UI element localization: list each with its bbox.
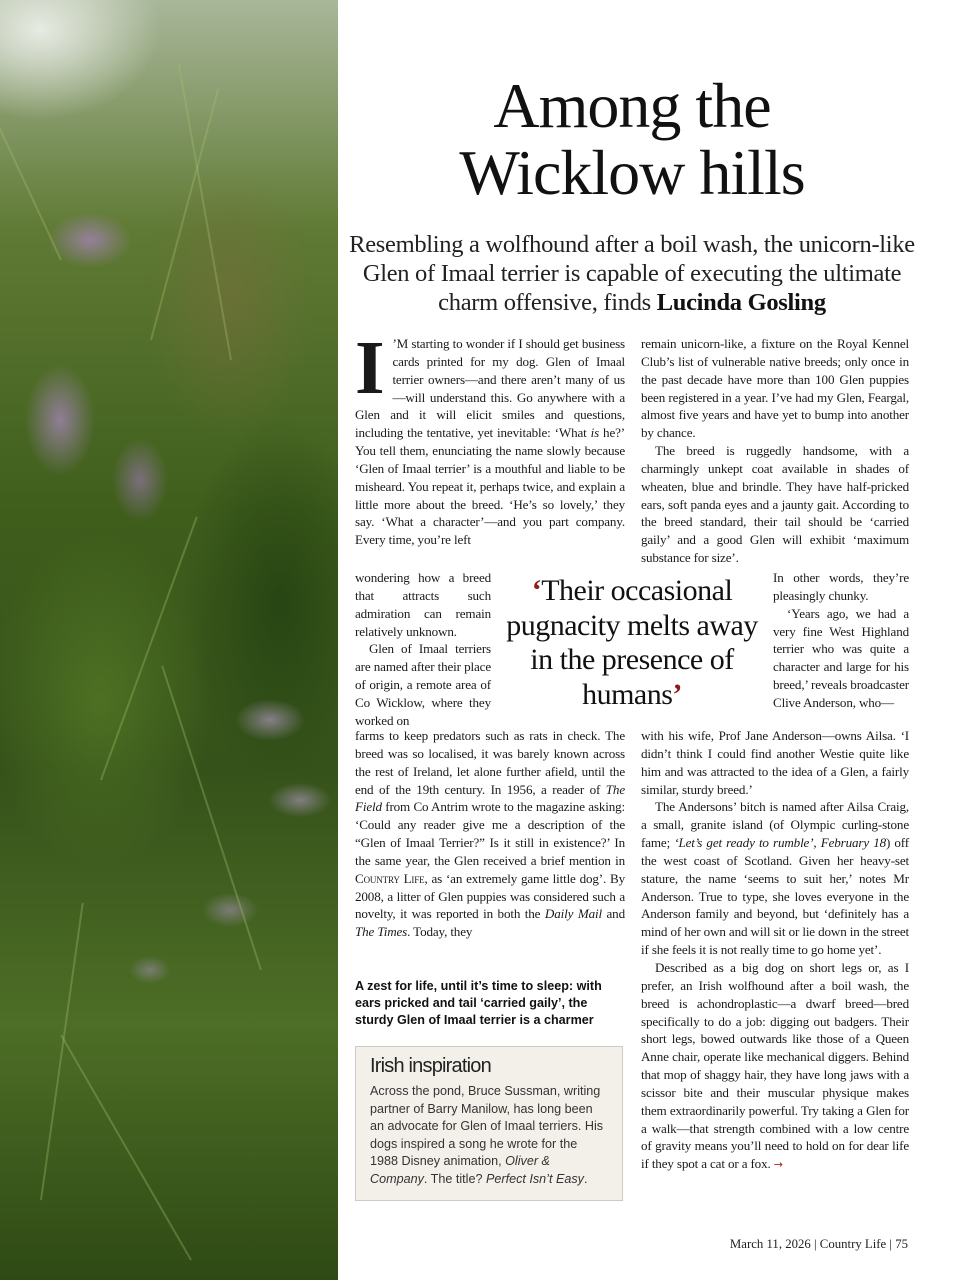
sidebar-box: [355, 1046, 623, 1201]
sidebar-title: Irish inspiration: [370, 1055, 491, 1077]
sidebar-text: Across the pond, Bruce Sussman, writing partner of Barry Manilow, has long been an advocate for Glen of Imaal terriers. His dogs inspired a song he wrote for the 1988 Disney animation, Oliver & Company. The title? Perfect Isn’t Easy.: [370, 1084, 604, 1186]
body-column-2-bottom: with his wife, Prof Jane Anderson—owns Ailsa. ‘I didn’t think I could find another Westie quite like him and was attracted to the idea of a Glen, a fairly similar, sturdy breed.’ The Andersons’ bitch is named after Ailsa Craig, a small, granite island (of Olympic curling-stone fame; ‘Let’s get ready to rumble’, February 18) off the west coast of Scotland. Given her heavy-set stature, the name ‘seems to suit her,’ notes Mr Anderson. True to type, she loves everyone in the Anderson family and beyond, but ‘definitely has a mind of her own and will sit or lie down in the street if she feels it is not really time to go home yet’. Described as a big dog on short legs or, as I prefer, an Irish wolfhound after a boil wash, the breed is achondroplastic—a dwarf breed—bred specifically to do a job: digging out badgers. Their short legs, bowed outwards like those of a Queen Anne chair, operate like mechanical diggers. Behind that mop of shaggy hair, they have long jaws with a scissor bite and their muscular physique makes them extraordinarily powerful. Try taking a Glen for a walk—that strength combined with a low centre of gravity means you’ll need to hold on for dear life if they spot a cat or a fox. →: [641, 728, 909, 1172]
page-footer: March 11, 2026 | Country Life | 75: [729, 1237, 908, 1251]
body-column-1-bottom: farms to keep predators such as rats in check. The breed was so localised, it was barely known across the rest of Ireland, let alone further afield, until the end of the 19th century. In 1956, a reader of The Field from Co Antrim wrote to the magazine asking: ‘Could any reader give me a description of the “Glen of Imaal Terrier?” Is it still in existence?’ In the same year, the Glen received a brief mention in Country Life, as ‘an extremely game little dog’. By 2008, a litter of Glen puppies was considered such a novelty, it was reported in both the Daily Mail and The Times. Today, they: [355, 728, 625, 940]
pull-quote: ‘Their occasional pugnacity melts away in the presence of humans’: [506, 574, 758, 711]
body-column-2-narrow: In other words, they’re pleasingly chunky. ‘Years ago, we had a very fine West Highland terrier who was quite a character and large for his breed,’ reveals broadcaster Clive Anderson, who—: [773, 570, 909, 710]
body-column-1-top: I ’M starting to wonder if I should get business cards printed for my dog. Glen of Imaal terrier owners—and there aren’t many of us—will understand this. Go anywhere with a Glen and it will elicit smiles and questions, including the tentative, yet inevitable: ‘What is he?’ You tell them, enunciating the name slowly because ‘Glen of Imaal terrier’ is a mouthful and liable to be misheard. You repeat it, perhaps twice, and explain a little more about the breed. ‘He’s so lovely,’ they say. ‘What a character’—and you part company. Every time, you’re left: [355, 326, 625, 548]
body-column-1-narrow: wondering how a breed that attracts such admiration can remain relatively unknown. Glen of Imaal terriers are named after their place of origin, a remote area of Co Wicklow, where they worked on: [355, 570, 491, 728]
standfirst: Resembling a wolfhound after a boil wash, the unicorn-like Glen of Imaal terrier is capable of executing the ultimate charm offensive, finds Lucinda Gosling: [349, 231, 915, 316]
hero-photo-heather-and-gorse: [0, 0, 338, 1280]
drop-cap: I: [355, 326, 385, 410]
photo-caption: A zest for life, until it’s time to sleep: with ears pricked and tail ‘carried gaily’, the sturdy Glen of Imaal terrier is a charmer: [355, 979, 602, 1027]
headline: Among the Wicklow hills: [459, 70, 805, 208]
body-column-2-top: remain unicorn-like, a fixture on the Royal Kennel Club’s list of vulnerable native breeds; only once in the past decade have more than 100 Glen puppies been registered in a year. I’ve had my Glen, Feargal, almost five years and have yet to bump into another by chance. The breed is ruggedly handsome, with a charmingly unkept coat available in shades of wheaten, blue and brindle. They have half-pricked ears, soft panda eyes and a jaunty gait. According to the breed standard, their tail should be ‘carried gaily’ and a good Glen will exhibit ‘maximum substance for size’.: [641, 336, 909, 566]
author-name: Lucinda Gosling: [656, 289, 826, 316]
continue-arrow-icon: →: [773, 1158, 783, 1172]
